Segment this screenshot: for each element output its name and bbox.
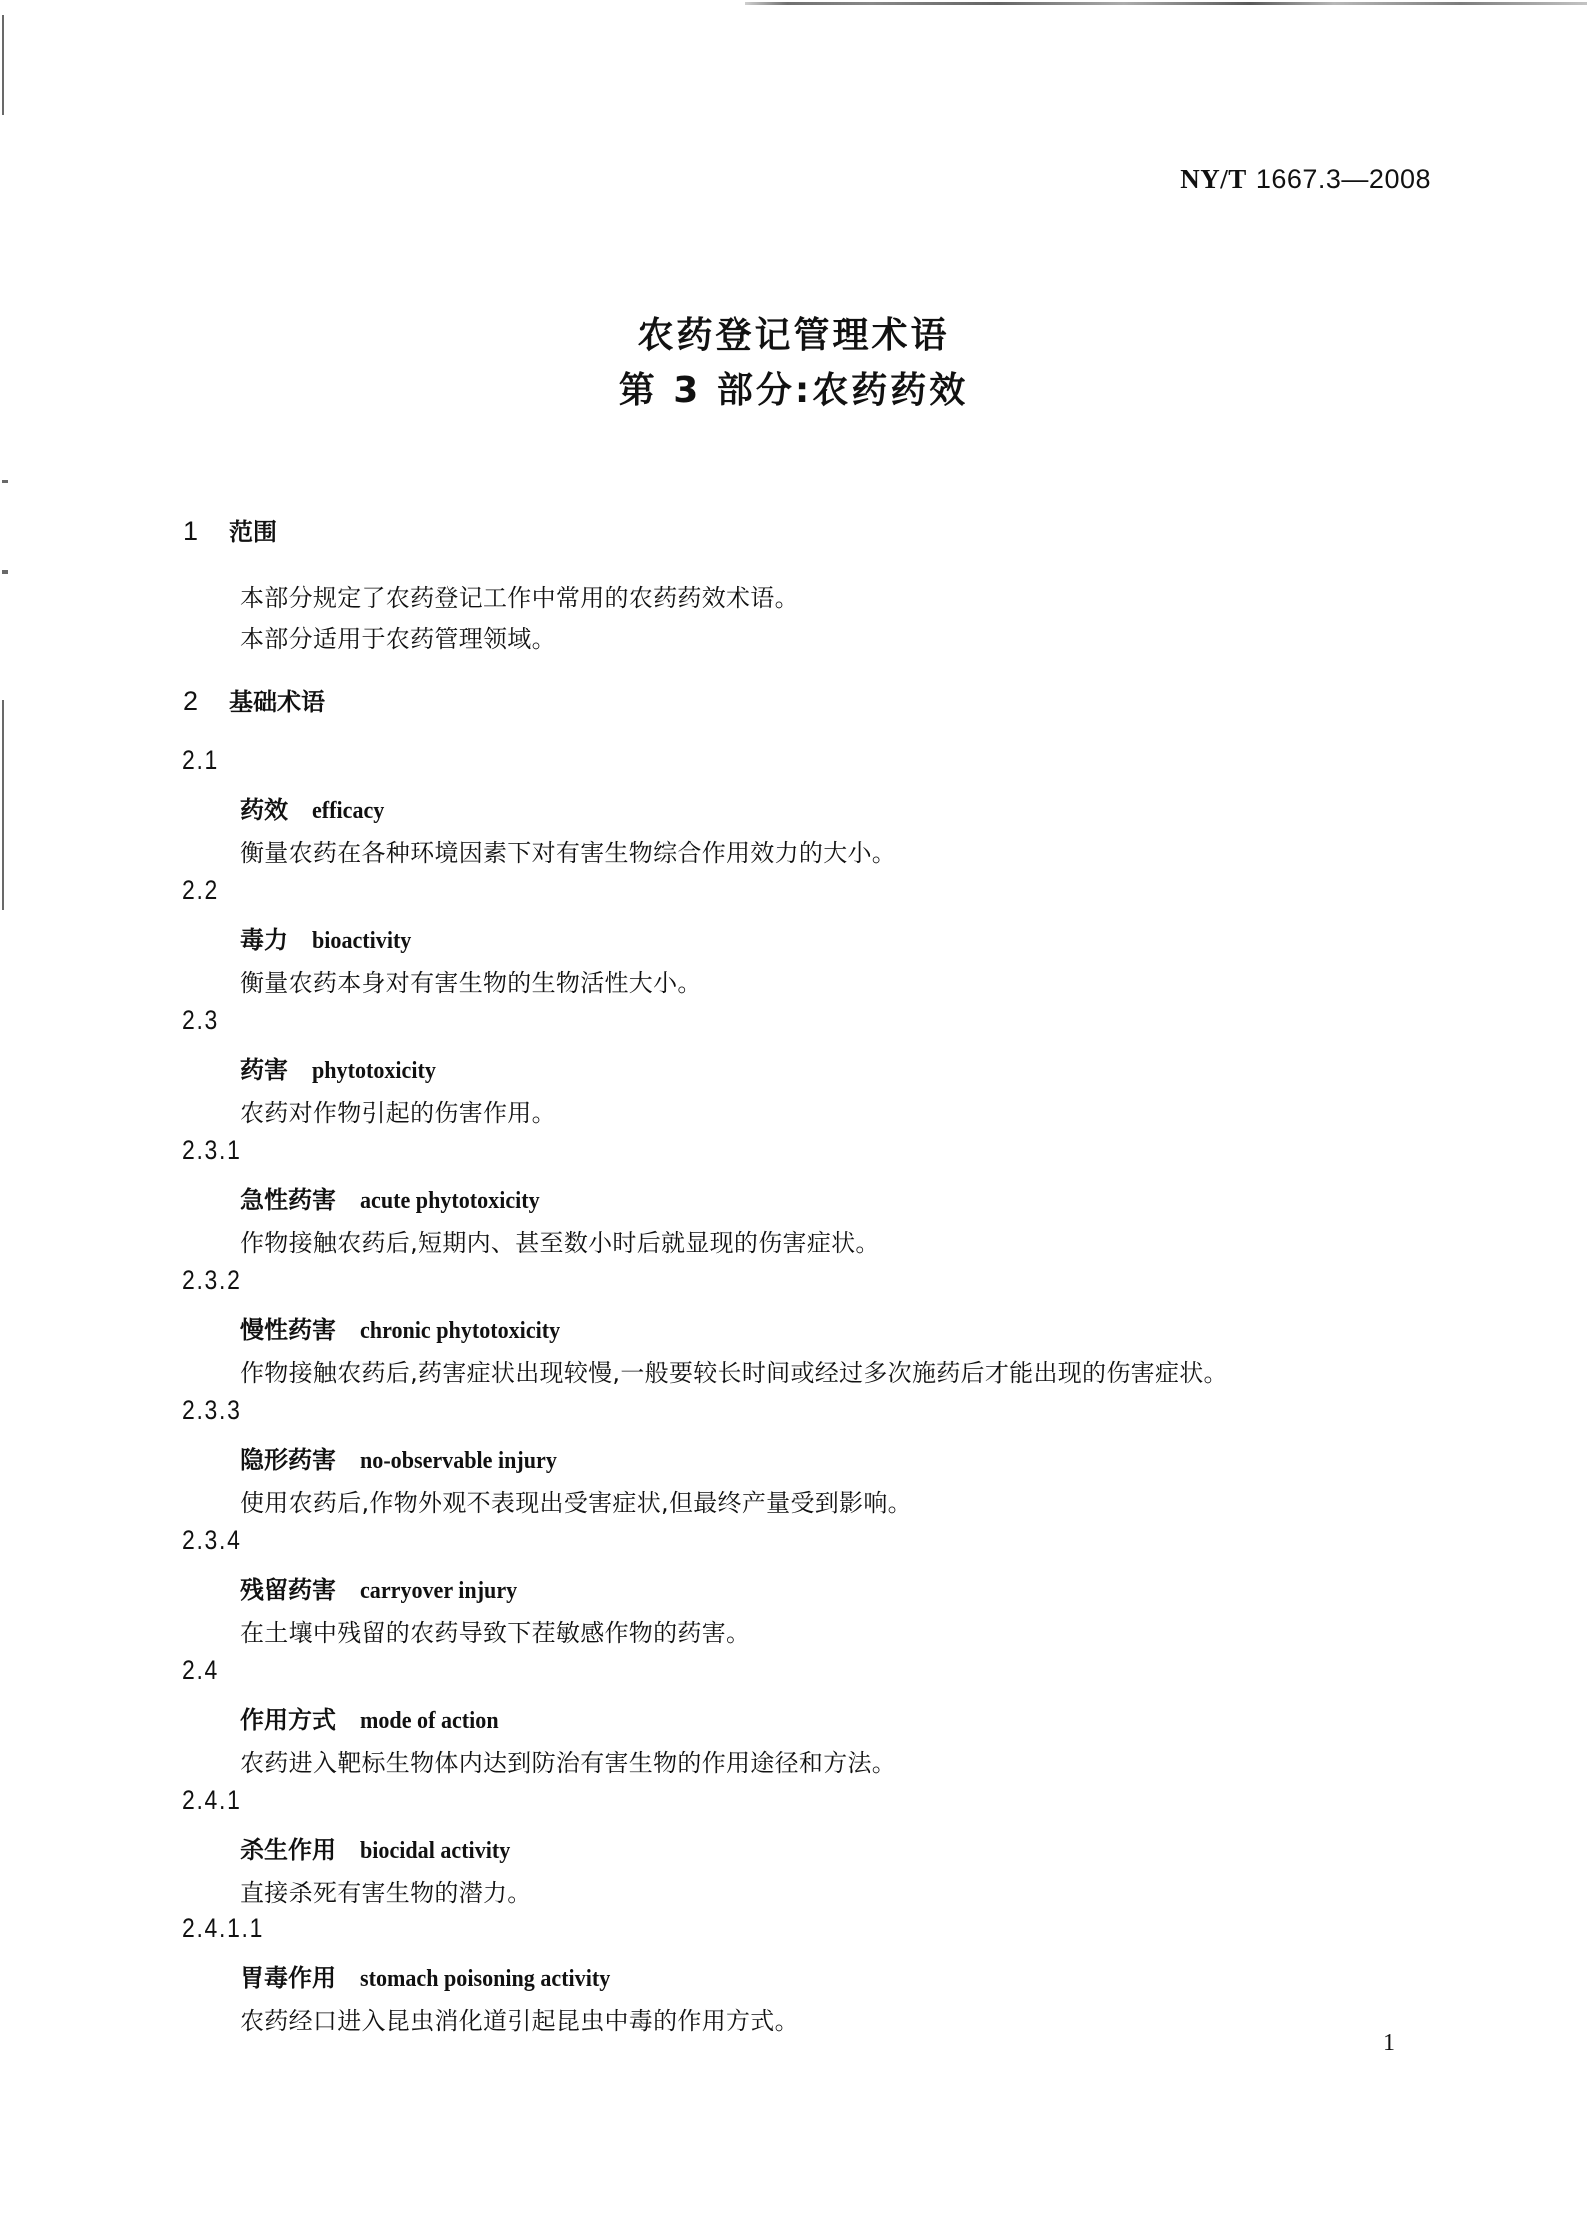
term-definition: 衡量农药本身对有害生物的生物活性大小。 [240,969,702,997]
term-entry [240,1700,511,1735]
scan-edge-mark [2,570,8,574]
section-number: 2 [183,686,199,716]
term-entry [240,920,420,955]
term-definition: 作物接触农药后,短期内、甚至数小时后就显现的伤害症状。 [240,1229,880,1257]
term-entry [240,1050,447,1085]
term-en: bioactivity [312,928,412,954]
clause-number: 2.3.1 [182,1135,242,1165]
term-definition: 衡量农药在各种环境因素下对有害生物综合作用效力的大小。 [240,839,897,867]
term-zh: 胃毒作用 [240,1964,336,1992]
section-heading-scope [183,512,277,547]
term-entry [240,1310,578,1345]
term-entry [240,790,391,825]
section-title: 范围 [229,518,277,546]
standard-code [1180,164,1431,195]
section-title: 基础术语 [229,688,325,716]
term-zh: 药效 [240,796,288,824]
scan-edge-line [745,2,1587,5]
term-entry [240,1570,531,1605]
term-zh: 毒力 [240,926,288,954]
term-definition: 作物接触农药后,药害症状出现较慢,一般要较长时间或经过多次施药后才能出现的伤害症状。 [240,1359,1228,1387]
clause-number: 2.3.2 [182,1265,242,1295]
term-en: phytotoxicity [312,1058,436,1084]
term-entry [240,1830,523,1865]
term-en: chronic phytotoxicity [360,1318,561,1344]
term-definition: 使用农药后,作物外观不表现出受害症状,但最终产量受到影响。 [240,1489,912,1517]
section-number: 1 [183,516,199,546]
document-title: 农药登记管理术语 [637,315,950,356]
term-en: no-observable injury [360,1448,557,1474]
document-subtitle: 第 3 部分:农药药效 [618,370,969,411]
term-zh: 作用方式 [240,1706,336,1734]
scope-paragraph: 本部分规定了农药登记工作中常用的农药药效术语。 [240,584,799,612]
term-en: biocidal activity [360,1838,511,1864]
term-definition: 农药经口进入昆虫消化道引起昆虫中毒的作用方式。 [240,2007,799,2035]
term-entry [240,1440,574,1475]
term-definition: 在土壤中残留的农药导致下茬敏感作物的药害。 [240,1619,751,1647]
term-en: mode of action [360,1708,499,1734]
clause-number: 2.2 [182,875,220,905]
term-entry [240,1180,555,1215]
term-zh: 残留药害 [240,1576,336,1604]
clause-number: 2.3.4 [182,1525,242,1555]
term-definition: 直接杀死有害生物的潜力。 [240,1879,532,1907]
term-zh: 慢性药害 [240,1316,336,1344]
standard-prefix: NY/T [1180,164,1247,194]
scan-edge-mark [2,15,4,115]
term-zh: 药害 [240,1056,288,1084]
term-zh: 杀生作用 [240,1836,336,1864]
clause-number: 2.4.1.1 [182,1913,265,1943]
term-en: acute phytotoxicity [360,1188,540,1214]
clause-number: 2.4 [182,1655,220,1685]
clause-number: 2.1 [182,745,220,775]
section-heading-basic-terms [183,682,325,717]
standard-number: 1667.3—2008 [1255,164,1431,194]
scan-edge-mark [2,700,4,910]
page-number: 1 [1383,2030,1395,2056]
clause-number: 2.3.3 [182,1395,242,1425]
term-en: stomach poisoning activity [360,1966,611,1992]
term-zh: 急性药害 [240,1186,336,1214]
clause-number: 2.4.1 [182,1785,242,1815]
term-entry [240,1958,632,1993]
term-zh: 隐形药害 [240,1446,336,1474]
term-definition: 农药进入靶标生物体内达到防治有害生物的作用途径和方法。 [240,1749,897,1777]
scan-edge-mark [2,480,8,483]
term-en: carryover injury [360,1578,518,1604]
scope-paragraph: 本部分适用于农药管理领域。 [240,625,556,653]
term-definition: 农药对作物引起的伤害作用。 [240,1099,556,1127]
clause-number: 2.3 [182,1005,220,1035]
term-en: efficacy [312,798,385,824]
